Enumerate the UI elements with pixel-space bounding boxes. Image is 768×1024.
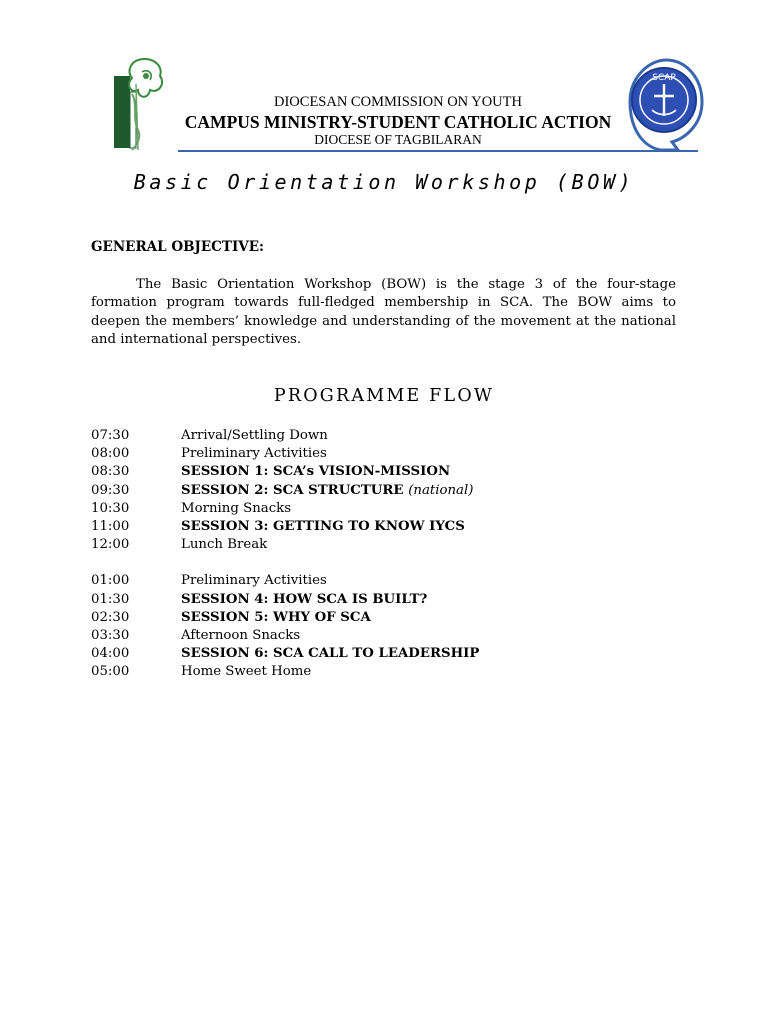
letterhead bbox=[108, 54, 708, 164]
schedule-activity-wrapper bbox=[181, 482, 473, 500]
schedule-time: 05:00 bbox=[91, 664, 130, 680]
schedule-row bbox=[91, 609, 676, 627]
schedule-activity: Lunch Break bbox=[181, 537, 268, 553]
org-name-line-2: CAMPUS MINISTRY-STUDENT CATHOLIC ACTION bbox=[184, 112, 612, 132]
schedule-row bbox=[91, 572, 676, 590]
schedule-activity: Preliminary Activities bbox=[181, 446, 327, 462]
document-title: Basic Orientation Workshop (BOW) bbox=[133, 170, 635, 194]
schedule-activity: SESSION 6: SCA CALL TO LEADERSHIP bbox=[181, 646, 480, 662]
scap-logo-text: SCAP bbox=[652, 73, 676, 83]
schedule-row bbox=[91, 536, 676, 554]
schedule-activity: SESSION 2: SCA STRUCTURE bbox=[181, 482, 404, 498]
general-objective-text: The Basic Orientation Workshop (BOW) is the stage 3 of the four-stage formation program towards full-fledged membership in SCA. The BOW aims to deepen the members’ knowledge and understanding of the movement at the national and international perspectives. bbox=[91, 277, 676, 347]
youth-commission-logo-icon bbox=[108, 54, 168, 154]
schedule-activity: Arrival/Settling Down bbox=[181, 428, 328, 443]
schedule-activity: SESSION 3: GETTING TO KNOW IYCS bbox=[181, 518, 465, 534]
schedule-activity-note: (national) bbox=[408, 482, 474, 498]
org-name-line-1: DIOCESAN COMMISSION ON YOUTH bbox=[274, 94, 522, 110]
programme-flow-heading: PROGRAMME FLOW bbox=[273, 386, 495, 406]
schedule-time: 04:00 bbox=[91, 646, 130, 662]
schedule-row bbox=[91, 591, 676, 609]
schedule-time: 08:00 bbox=[91, 446, 130, 462]
schedule-activity: Preliminary Activities bbox=[181, 573, 327, 589]
schedule-row bbox=[91, 445, 676, 463]
schedule-time: 03:30 bbox=[91, 627, 130, 643]
schedule-activity: Home Sweet Home bbox=[181, 664, 312, 680]
schedule-row bbox=[91, 645, 676, 663]
schedule-time: 11:00 bbox=[91, 518, 130, 534]
schedule-row bbox=[91, 663, 676, 681]
schedule-time: 10:30 bbox=[91, 500, 130, 516]
schedule-time: 07:30 bbox=[91, 428, 130, 443]
schedule-time: 01:30 bbox=[91, 591, 130, 607]
schedule-time: 08:30 bbox=[91, 464, 130, 480]
schedule-row bbox=[91, 518, 676, 536]
schedule-time: 01:00 bbox=[91, 573, 130, 589]
schedule-time: 09:30 bbox=[91, 482, 130, 498]
schedule-activity: SESSION 5: WHY OF SCA bbox=[181, 609, 371, 625]
schedule-activity: Afternoon Snacks bbox=[181, 627, 301, 643]
schedule-activity: Morning Snacks bbox=[181, 500, 292, 516]
schedule-row bbox=[91, 627, 676, 645]
general-objective-heading: GENERAL OBJECTIVE: bbox=[91, 239, 265, 255]
schedule-row bbox=[91, 482, 676, 500]
schedule-time: 02:30 bbox=[91, 609, 130, 625]
schedule-time: 12:00 bbox=[91, 537, 130, 553]
org-name-line-3: DIOCESE OF TAGBILARAN bbox=[314, 132, 482, 147]
schedule-row bbox=[91, 427, 676, 445]
schedule-row bbox=[91, 500, 676, 518]
programme-schedule bbox=[91, 427, 676, 681]
schedule-activity: SESSION 1: SCA’s VISION-MISSION bbox=[181, 464, 451, 480]
schedule-activity: SESSION 4: HOW SCA IS BUILT? bbox=[181, 591, 428, 607]
schedule-row bbox=[91, 463, 676, 481]
schedule-break-gap bbox=[91, 554, 676, 572]
scap-logo-icon bbox=[616, 54, 708, 154]
